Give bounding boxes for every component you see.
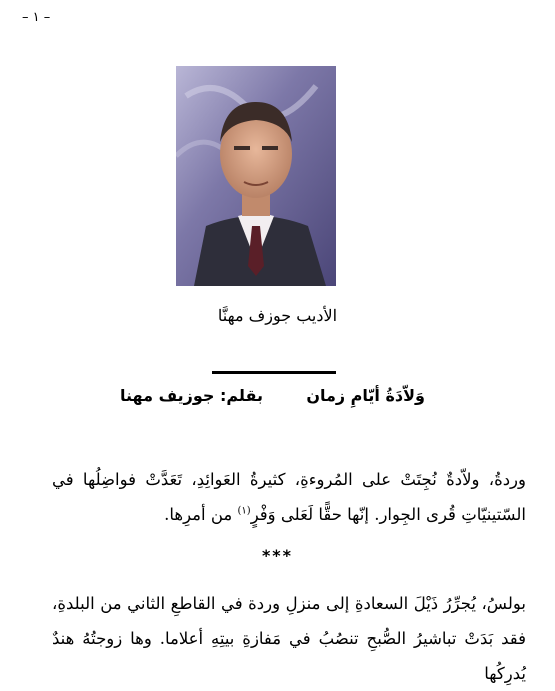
portrait-photo (176, 66, 336, 286)
paragraph-1-tail: من أمرِها. (164, 505, 238, 524)
section-separator: *** (261, 546, 294, 565)
author-credit: بقلم: جوزيف مهنا (120, 386, 263, 405)
paragraph-1-text: وردةُ، ولاّدةٌ نُجِتَتْ على المُروءةِ، كثيرةُ العَوائِدِ، تَعَدَّتْ فواضِلُها في السّتينيّاتِ قُرى الجِوار. إنّها حقًّا لَعَلى وَفْرٍ (52, 470, 526, 524)
title-divider (212, 371, 336, 374)
paragraph-1 (52, 462, 526, 532)
author-portrait (176, 66, 336, 286)
footnote-marker[interactable]: (١) (237, 505, 251, 517)
paragraph-2: بولسُ، يُجرِّرُ ذَيْلَ السعادةِ إلى منزلِ وردة في القاطعِ الثاني من البلدةِ، فقد بَدَتْ تباشيرُ الصُّبحِ تنصُبُ في مَفازةِ بيتِهِ أعلاما. وها زوجتُهُ هندٌ يُدرِكُها (52, 594, 526, 683)
article-title: وَلاّدَةُ أيّامِ زمان (306, 386, 425, 405)
page-number: – ١ – (22, 10, 51, 25)
portrait-caption: الأديب جوزف مهنَّا (217, 306, 338, 325)
